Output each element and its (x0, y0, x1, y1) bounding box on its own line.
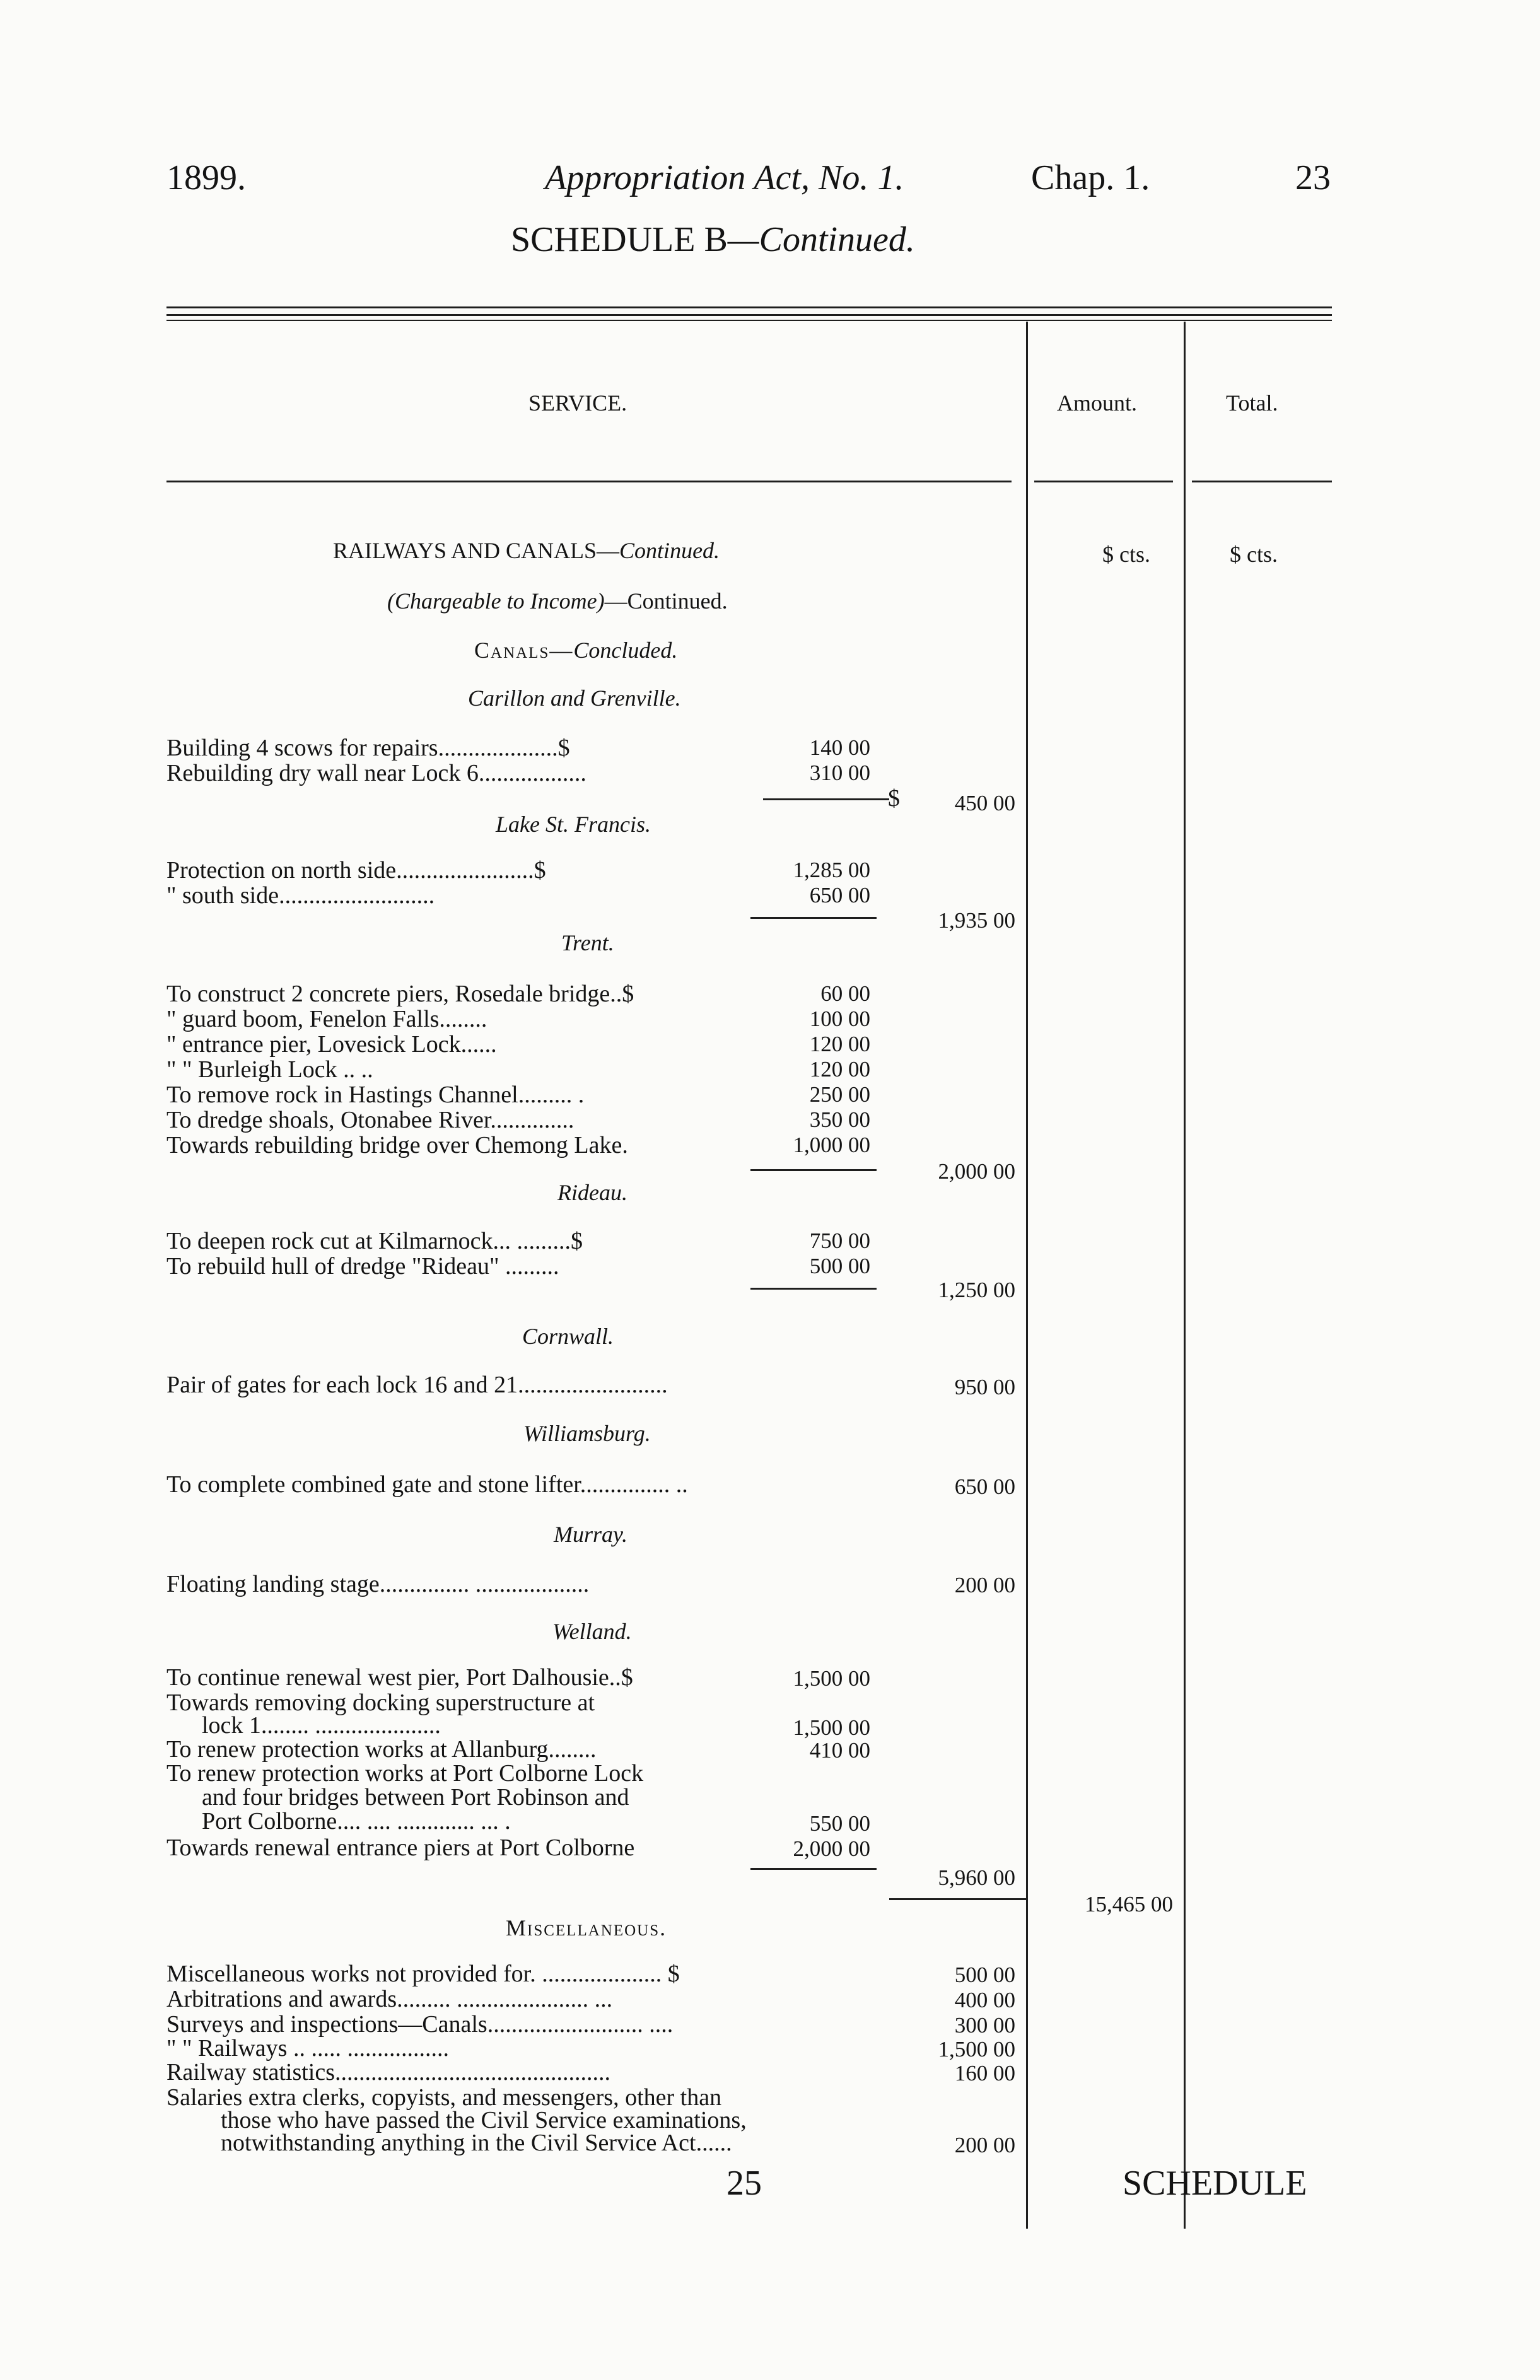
trent-item-2: " guard boom, Fenelon Falls........ (166, 1006, 487, 1032)
misc-item-6-line-1: Salaries extra clerks, copyists, and messengers, other than (166, 2084, 722, 2111)
welland-value-4: 550 00 (809, 1811, 870, 1836)
act-title: Appropriation Act, No. 1. (545, 158, 904, 197)
cornwall-heading: Cornwall. (522, 1324, 614, 1349)
amount-sum-rule (889, 1898, 1028, 1900)
rideau-item-2: To rebuild hull of dredge "Rideau" ......... (166, 1253, 559, 1280)
trent-item-4: " " Burleigh Lock .. .. (166, 1056, 373, 1083)
welland-item-5: Towards renewal entrance piers at Port Colborne (166, 1835, 635, 1861)
lake-subtotal: 1,935 00 (938, 908, 1015, 933)
chargeable-label: (Chargeable to Income) (387, 588, 605, 614)
misc-item-4: " " Railways .. ..... ................. (166, 2035, 449, 2062)
carillon-value-2: 310 00 (809, 761, 870, 785)
header-amount: Amount. (1057, 390, 1138, 416)
header-bottom-rule-amount (1034, 481, 1173, 482)
trent-item-6: To dredge shoals, Otonabee River.............. (166, 1107, 575, 1133)
lake-value-1: 1,285 00 (793, 858, 870, 882)
rideau-item-1: To deepen rock cut at Kilmarnock... .........$ (166, 1228, 583, 1254)
trent-value-6: 350 00 (809, 1107, 870, 1132)
trent-sum-rule (750, 1169, 877, 1171)
misc-value-1: 500 00 (954, 1963, 1015, 1987)
lake-sum-rule (750, 917, 877, 919)
trent-value-7: 1,000 00 (793, 1133, 870, 1157)
header-service: SERVICE. (528, 390, 627, 416)
welland-value-3: 410 00 (809, 1738, 870, 1763)
signature-mark: 25 (726, 2164, 762, 2203)
currency-total: $ cts. (1230, 542, 1278, 567)
trent-item-3: " entrance pier, Lovesick Lock...... (166, 1031, 497, 1058)
header-total: Total. (1226, 390, 1278, 416)
welland-value-5: 2,000 00 (793, 1836, 870, 1861)
canals-suffix: Concluded. (573, 638, 678, 663)
williamsburg-heading: Williamsburg. (523, 1421, 651, 1446)
rideau-sum-rule (750, 1288, 877, 1290)
catchword: SCHEDULE (1123, 2164, 1307, 2203)
rideau-value-2: 500 00 (809, 1254, 870, 1278)
murray-value: 200 00 (954, 1573, 1015, 1597)
canals-label: Canals— (474, 638, 574, 663)
chargeable-heading (387, 588, 728, 614)
column-divider-amount (1026, 322, 1028, 2229)
misc-value-2: 400 00 (954, 1988, 1015, 2012)
lake-item-1: Protection on north side.......................$ (166, 857, 546, 884)
trent-value-1: 60 00 (820, 981, 870, 1006)
carillon-heading: Carillon and Grenville. (468, 685, 681, 711)
year: 1899. (166, 158, 246, 197)
williamsburg-item: To complete combined gate and stone lifter............... .. (166, 1471, 688, 1498)
chapter: Chap. 1. (1031, 158, 1150, 197)
trent-value-3: 120 00 (809, 1032, 870, 1056)
misc-heading: Miscellaneous. (506, 1915, 667, 1940)
header-bottom-rule-total (1192, 481, 1332, 482)
misc-item-3: Surveys and inspections—Canals.......................... .... (166, 2011, 674, 2038)
welland-item-2-line-1: Towards removing docking superstructure at (166, 1689, 595, 1716)
welland-item-4-line-2: and four bridges between Port Robinson and (202, 1784, 629, 1811)
canals-heading (474, 637, 677, 663)
schedule-suffix: —Continued. (727, 220, 915, 259)
column-divider-total (1184, 322, 1186, 2229)
welland-value-2: 1,500 00 (793, 1715, 870, 1740)
trent-item-5: To remove rock in Hastings Channel......... . (166, 1082, 585, 1108)
main-heading (333, 537, 720, 564)
top-rule-2 (166, 314, 1332, 316)
lake-item-2: " south side.......................... (166, 882, 435, 909)
carillon-item-2: Rebuilding dry wall near Lock 6.................. (166, 760, 586, 786)
trent-item-7: Towards rebuilding bridge over Chemong Lake. (166, 1132, 628, 1158)
cornwall-item: Pair of gates for each lock 16 and 21......................... (166, 1372, 668, 1398)
trent-heading: Trent. (561, 930, 614, 955)
carillon-item-1: Building 4 scows for repairs....................$ (166, 735, 570, 761)
misc-item-6-line-3: notwithstanding anything in the Civil Service Act...... (221, 2130, 732, 2156)
welland-item-2-line-2: lock 1........ ..................... (202, 1712, 441, 1739)
misc-item-1: Miscellaneous works not provided for. .................... $ (166, 1961, 680, 1987)
trent-item-1: To construct 2 concrete piers, Rosedale bridge..$ (166, 981, 634, 1007)
trent-value-2: 100 00 (809, 1006, 870, 1031)
misc-value-6: 200 00 (954, 2133, 1015, 2157)
misc-value-3: 300 00 (954, 2013, 1015, 2038)
misc-item-6-line-2: those who have passed the Civil Service examinations, (221, 2107, 747, 2133)
top-rule-1 (166, 306, 1332, 308)
welland-item-1: To continue renewal west pier, Port Dalhousie..$ (166, 1664, 633, 1691)
welland-heading: Welland. (552, 1619, 632, 1644)
page-number: 23 (1295, 158, 1331, 197)
lake-st-francis-heading: Lake St. Francis. (496, 812, 651, 837)
carillon-sum-rule (763, 798, 889, 800)
rideau-value-1: 750 00 (809, 1228, 870, 1253)
main-heading-suffix: Continued. (619, 538, 720, 563)
misc-item-5: Railway statistics.............................................. (166, 2059, 611, 2085)
welland-subtotal: 5,960 00 (938, 1865, 1015, 1890)
carillon-value-1: 140 00 (809, 735, 870, 760)
rideau-subtotal: 1,250 00 (938, 1278, 1015, 1302)
rideau-heading: Rideau. (557, 1180, 627, 1205)
misc-value-4: 1,500 00 (938, 2037, 1015, 2062)
welland-item-3: To renew protection works at Allanburg........ (166, 1736, 597, 1763)
header-bottom-rule (166, 481, 1012, 482)
trent-subtotal: 2,000 00 (938, 1159, 1015, 1184)
main-heading-label: RAILWAYS AND CANALS— (333, 538, 620, 563)
chargeable-suffix: —Continued. (604, 588, 728, 614)
top-rule-3 (166, 320, 1332, 321)
carillon-subtotal: 450 00 (954, 791, 1015, 815)
murray-heading: Murray. (554, 1522, 627, 1547)
welland-value-1: 1,500 00 (793, 1666, 870, 1691)
schedule-label: SCHEDULE B (511, 220, 728, 259)
cornwall-value: 950 00 (954, 1375, 1015, 1399)
trent-value-4: 120 00 (809, 1057, 870, 1082)
schedule-title (511, 219, 915, 260)
williamsburg-value: 650 00 (954, 1474, 1015, 1499)
welland-item-4-line-3: Port Colborne.... .... ............. ... . (202, 1808, 511, 1835)
welland-sum-rule (750, 1868, 877, 1870)
misc-value-5: 160 00 (954, 2061, 1015, 2085)
murray-item: Floating landing stage............... ................... (166, 1571, 590, 1597)
welland-total: 15,465 00 (1085, 1892, 1173, 1916)
welland-item-4-line-1: To renew protection works at Port Colborne Lock (166, 1760, 644, 1787)
trent-value-5: 250 00 (809, 1082, 870, 1107)
carillon-dollar: $ (888, 785, 900, 812)
lake-value-2: 650 00 (809, 883, 870, 907)
misc-item-2: Arbitrations and awards......... ...................... ... (166, 1986, 613, 2012)
currency-amount: $ cts. (1102, 542, 1150, 567)
